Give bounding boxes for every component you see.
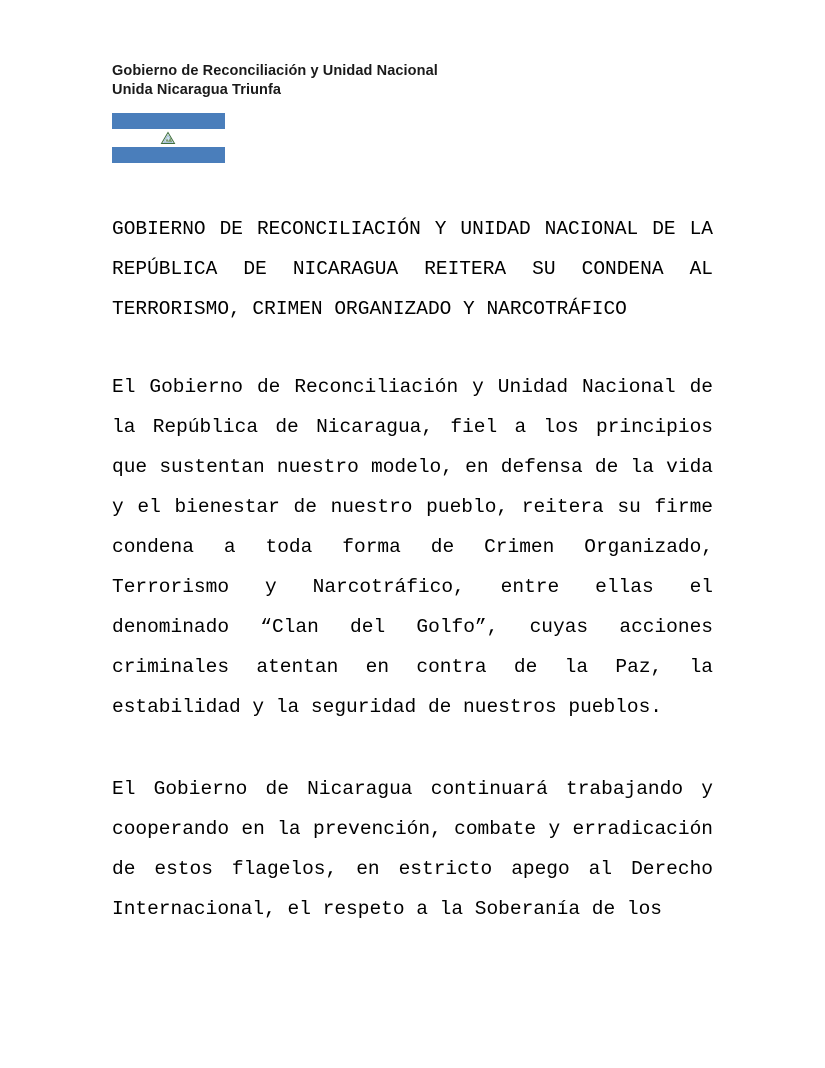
paragraph-2: El Gobierno de Nicaragua continuará trabajando y cooperando en la prevención, combate y erradicación de estos flagelos, en estricto apego al Derecho Internacional, el respeto a la Soberanía de los (112, 778, 713, 920)
letterhead-line-2: Unida Nicaragua Triunfa (112, 82, 282, 98)
flag-stripe-top (112, 113, 225, 129)
nicaragua-flag-icon (112, 113, 225, 163)
flag-stripe-bottom (112, 147, 225, 163)
letterhead (112, 62, 713, 100)
letterhead-line-1: Gobierno de Reconciliación y Unidad Nacional (112, 63, 438, 79)
document-title: GOBIERNO DE RECONCILIACIÓN Y UNIDAD NACIONAL DE LA REPÚBLICA DE NICARAGUA REITERA SU CONDENA AL TERRORISMO, CRIMEN ORGANIZADO Y NARCOTRÁFICO (112, 218, 713, 320)
flag-emblem-icon (160, 131, 176, 145)
paragraph-1: El Gobierno de Reconciliación y Unidad Nacional de la República de Nicaragua, fiel a los principios que sustentan nuestro modelo, en defensa de la vida y el bienestar de nuestro pueblo, reitera su firme condena a toda forma de Crimen Organizado, Terrorismo y Narcotráfico, entre ellas el denominado “Clan del Golfo”, cuyas acciones criminales atentan en contra de la Paz, la estabilidad y la seguridad de nuestros pueblos. (112, 376, 713, 718)
